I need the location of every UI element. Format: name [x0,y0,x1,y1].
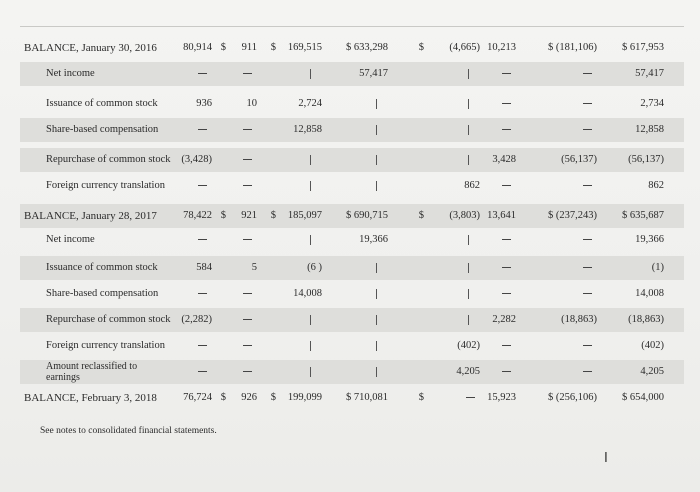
dash-mark [243,159,252,160]
dash-mark [583,345,592,346]
dash-mark [583,239,592,240]
table-cell: 5 [251,262,257,273]
table-cell: $ [418,42,424,53]
dash-mark [310,181,311,191]
dash-mark [502,267,511,268]
row-label: Share-based compensation [46,288,159,299]
dash-mark [198,371,207,372]
table-cell: (56,137) [561,154,597,165]
dash-mark [376,181,377,191]
table-cell: 14,008 [635,288,664,299]
row-label: BALANCE, January 30, 2016 [24,42,157,54]
table-cell: 584 [196,262,212,273]
table-cell: 76,724 [183,392,212,403]
footnote: See notes to consolidated financial statements. [40,426,217,436]
dash-mark [502,129,511,130]
table-cell: $ (181,106) [548,42,597,53]
table-cell: 14,008 [293,288,322,299]
table-row [20,204,684,228]
dash-mark [502,103,511,104]
row-label: Repurchase of common stock [46,154,171,165]
table-cell: 2,724 [298,98,322,109]
dash-mark [198,293,207,294]
table-cell: $ [418,210,424,221]
table-cell: 10 [246,98,257,109]
dash-mark [376,367,377,377]
dash-mark [310,341,311,351]
row-label: Net income [46,234,95,245]
table-top-rule [20,26,684,27]
row-label: Foreign currency translation [46,180,165,191]
dash-mark [502,371,511,372]
text-cursor-icon: I [604,451,608,466]
table-cell: 911 [241,42,257,53]
table-cell: 2,734 [640,98,664,109]
dash-mark [376,341,377,351]
table-cell: 12,858 [293,124,322,135]
table-cell: (56,137) [628,154,664,165]
dash-mark [243,185,252,186]
table-cell: 19,366 [359,234,388,245]
dash-mark [310,315,311,325]
dash-mark [583,293,592,294]
table-cell: $ 690,715 [346,210,388,221]
table-cell: (402) [641,340,664,351]
table-cell: 862 [464,180,480,191]
table-row [20,36,684,60]
table-cell: 19,366 [635,234,664,245]
dash-mark [243,239,252,240]
row-label: Issuance of common stock [46,262,158,273]
dash-mark [583,371,592,372]
table-row [20,148,684,172]
dash-mark [466,397,475,398]
table-cell: 4,205 [640,366,664,377]
table-cell: $ [220,42,226,53]
dash-mark [502,73,511,74]
dash-mark [468,99,469,109]
table-cell: 199,099 [287,392,322,403]
dash-mark [376,99,377,109]
table-row [20,228,684,252]
dash-mark [376,125,377,135]
table-cell: 4,205 [456,366,480,377]
dash-mark [468,125,469,135]
table-row [20,92,684,116]
dash-mark [310,69,311,79]
table-cell: $ [270,392,276,403]
dash-mark [198,345,207,346]
dash-mark [243,319,252,320]
table-cell: $ (256,106) [548,392,597,403]
table-cell: 78,422 [183,210,212,221]
dash-mark [583,129,592,130]
table-row [20,256,684,280]
table-cell: (3,803) [449,210,480,221]
table-cell: $ 635,687 [622,210,664,221]
table-cell: 10,213 [487,42,516,53]
table-row [20,308,684,332]
dash-mark [243,129,252,130]
dash-mark [583,185,592,186]
table-cell: (18,863) [628,314,664,325]
dash-mark [376,289,377,299]
table-row [20,174,684,198]
table-cell: 2,282 [492,314,516,325]
dash-mark [198,129,207,130]
row-label: BALANCE, January 28, 2017 [24,210,157,222]
dash-mark [468,235,469,245]
table-cell: $ [220,210,226,221]
dash-mark [468,69,469,79]
table-cell: 13,641 [487,210,516,221]
table-cell: (6 ) [307,262,322,273]
table-cell: (4,665) [449,42,480,53]
row-label: BALANCE, February 3, 2018 [24,392,157,404]
table-cell: 169,515 [287,42,322,53]
table-cell: 15,923 [487,392,516,403]
table-cell: 185,097 [287,210,322,221]
table-cell: $ 633,298 [346,42,388,53]
table-cell: (402) [457,340,480,351]
row-label: Issuance of common stock [46,98,158,109]
dash-mark [243,371,252,372]
dash-mark [468,155,469,165]
table-cell: 57,417 [635,68,664,79]
row-label: Repurchase of common stock [46,314,171,325]
table-cell: $ 617,953 [622,42,664,53]
table-cell: $ [220,392,226,403]
table-row [20,62,684,86]
dash-mark [502,293,511,294]
dash-mark [310,155,311,165]
table-row [20,282,684,306]
dash-mark [198,185,207,186]
table-row [20,334,684,358]
dash-mark [376,155,377,165]
dash-mark [583,73,592,74]
table-cell: $ (237,243) [548,210,597,221]
table-row [20,386,684,410]
dash-mark [310,367,311,377]
table-cell: 3,428 [492,154,516,165]
table-cell: (3,428) [181,154,212,165]
table-cell: $ 710,081 [346,392,388,403]
dash-mark [502,345,511,346]
dash-mark [468,315,469,325]
row-label: Amount reclassified to earnings [46,361,138,383]
dash-mark [243,345,252,346]
table-cell: (18,863) [561,314,597,325]
table-cell: 57,417 [359,68,388,79]
dash-mark [502,239,511,240]
table-cell: $ 654,000 [622,392,664,403]
dash-mark [502,185,511,186]
dash-mark [583,267,592,268]
table-cell: $ [270,210,276,221]
table-row [20,118,684,142]
table-cell: (2,282) [181,314,212,325]
dash-mark [376,263,377,273]
table-row [20,360,684,384]
table-cell: $ [418,392,424,403]
table-cell: 80,914 [183,42,212,53]
dash-mark [310,235,311,245]
row-label: Net income [46,68,95,79]
table-cell: (1) [651,262,664,273]
dash-mark [243,293,252,294]
table-cell: $ [270,42,276,53]
dash-mark [198,239,207,240]
table-cell: 862 [648,180,664,191]
dash-mark [468,289,469,299]
dash-mark [468,263,469,273]
table-cell: 12,858 [635,124,664,135]
dash-mark [198,73,207,74]
row-label: Foreign currency translation [46,340,165,351]
table-cell: 926 [241,392,257,403]
dash-mark [376,315,377,325]
dash-mark [243,73,252,74]
table-cell: 921 [241,210,257,221]
table-cell: 936 [196,98,212,109]
row-label: Share-based compensation [46,124,159,135]
dash-mark [583,103,592,104]
